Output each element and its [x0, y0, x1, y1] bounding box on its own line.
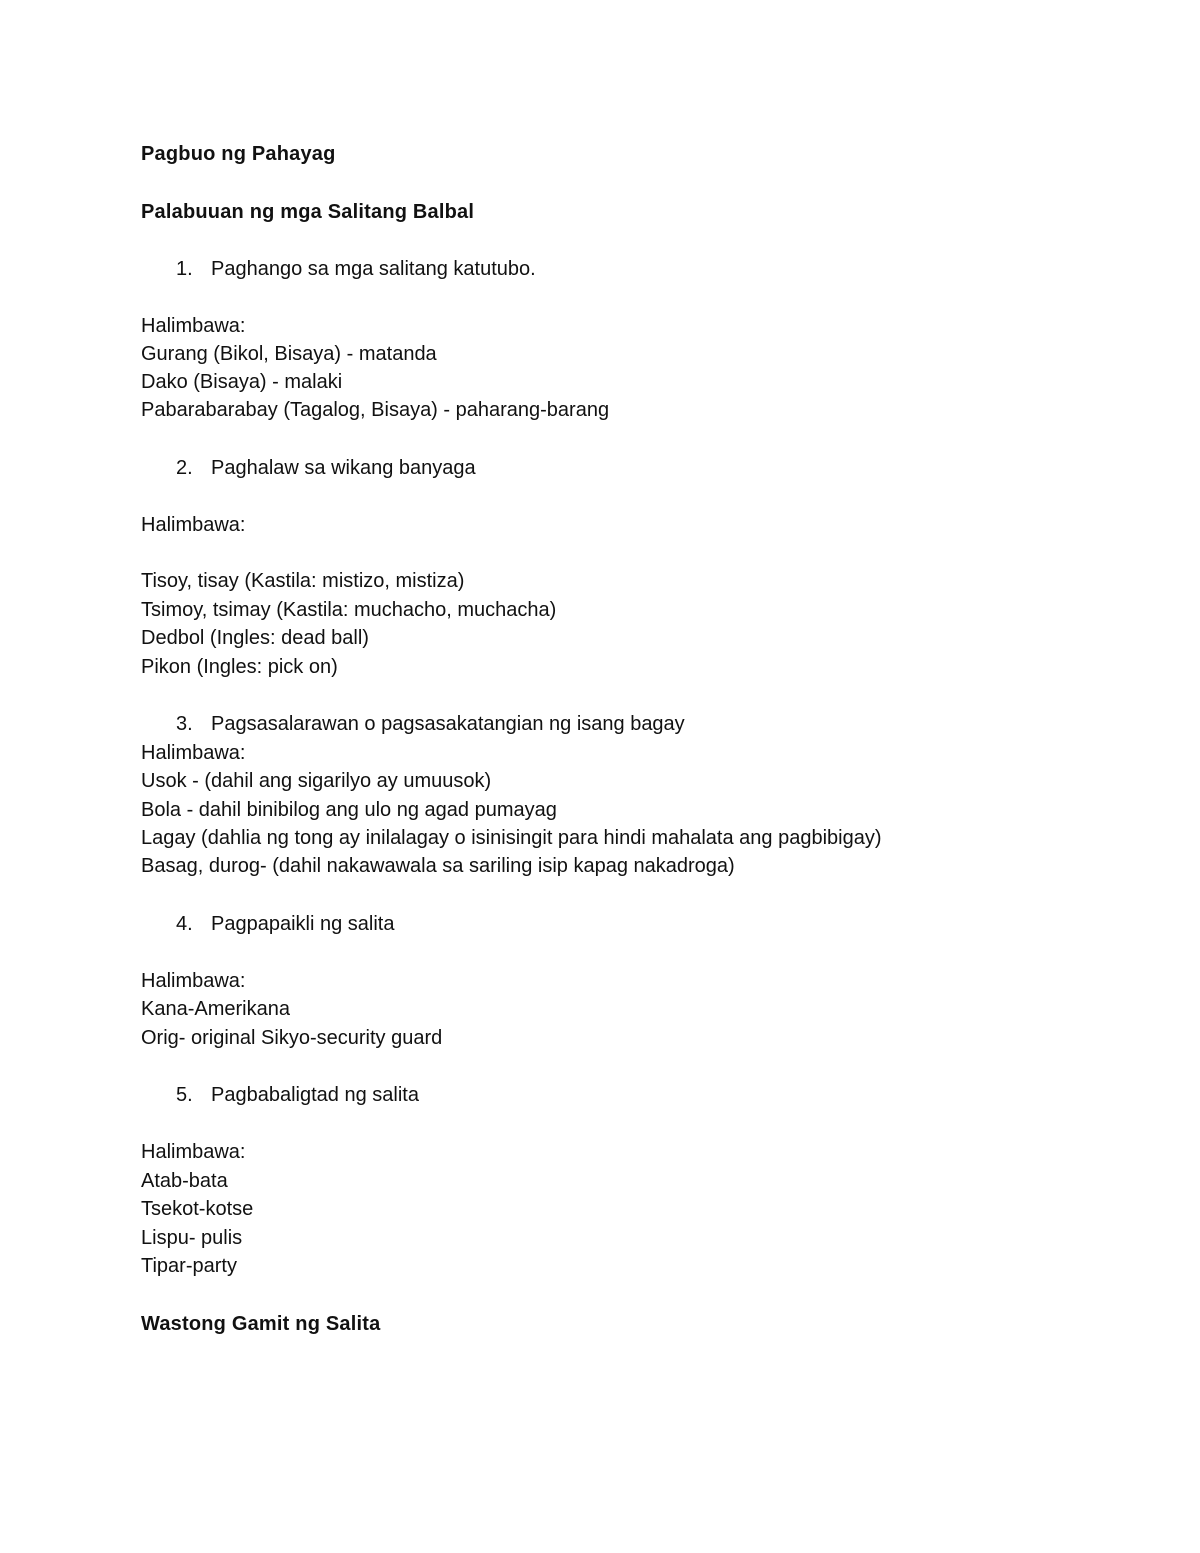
example-line: Bola - dahil binibilog ang ulo ng agad pumayag: [141, 799, 557, 821]
example-line: Lagay (dahlia ng tong ay inilalagay o isinisingit para hindi mahalata ang pagbibigay): [141, 827, 882, 849]
list-item-text: Pagpapaikli ng salita: [211, 913, 395, 935]
list-item-3: [176, 710, 685, 738]
section-heading-salitang-balbal: Palabuuan ng mga Salitang Balbal: [141, 201, 475, 223]
list-item-2: [176, 454, 476, 482]
list-item-text: Pagsasalarawan o pagsasakatangian ng isang bagay: [211, 713, 685, 735]
list-item-5: [176, 1081, 419, 1109]
example-line: Orig- original Sikyo-security guard: [141, 1027, 443, 1049]
example-label: Halimbawa:: [141, 1141, 246, 1163]
list-item-number: 2.: [176, 457, 193, 479]
example-line: Kana-Amerikana: [141, 998, 290, 1020]
list-item-number: 3.: [176, 713, 193, 735]
example-line: Pikon (Ingles: pick on): [141, 656, 338, 678]
example-line: Pabarabarabay (Tagalog, Bisaya) - paharang-barang: [141, 399, 610, 421]
list-item-number: 1.: [176, 258, 193, 280]
document-title: Pagbuo ng Pahayag: [141, 143, 336, 165]
example-label: Halimbawa:: [141, 742, 246, 764]
example-line: Dedbol (Ingles: dead ball): [141, 627, 369, 649]
section-heading-wastong-gamit: Wastong Gamit ng Salita: [141, 1313, 381, 1335]
list-item-text: Paghango sa mga salitang katutubo.: [211, 258, 536, 280]
example-label: Halimbawa:: [141, 315, 246, 337]
list-item-1: [176, 255, 536, 283]
list-item-number: 4.: [176, 913, 193, 935]
example-label: Halimbawa:: [141, 970, 246, 992]
example-line: Gurang (Bikol, Bisaya) - matanda: [141, 343, 437, 365]
example-line: Tsekot-kotse: [141, 1198, 254, 1220]
example-line: Atab-bata: [141, 1170, 228, 1192]
list-item-number: 5.: [176, 1084, 193, 1106]
list-item-text: Paghalaw sa wikang banyaga: [211, 457, 476, 479]
example-line: Lispu- pulis: [141, 1227, 243, 1249]
example-line: Dako (Bisaya) - malaki: [141, 371, 343, 393]
example-line: Tsimoy, tsimay (Kastila: muchacho, muchacha): [141, 599, 557, 621]
example-line: Tipar-party: [141, 1255, 237, 1277]
example-label: Halimbawa:: [141, 514, 246, 536]
list-item-4: [176, 910, 394, 938]
example-line: Basag, durog- (dahil nakawawala sa sariling isip kapag nakadroga): [141, 855, 735, 877]
example-line: Tisoy, tisay (Kastila: mistizo, mistiza): [141, 570, 465, 592]
list-item-text: Pagbabaligtad ng salita: [211, 1084, 419, 1106]
example-line: Usok - (dahil ang sigarilyo ay umuusok): [141, 770, 492, 792]
